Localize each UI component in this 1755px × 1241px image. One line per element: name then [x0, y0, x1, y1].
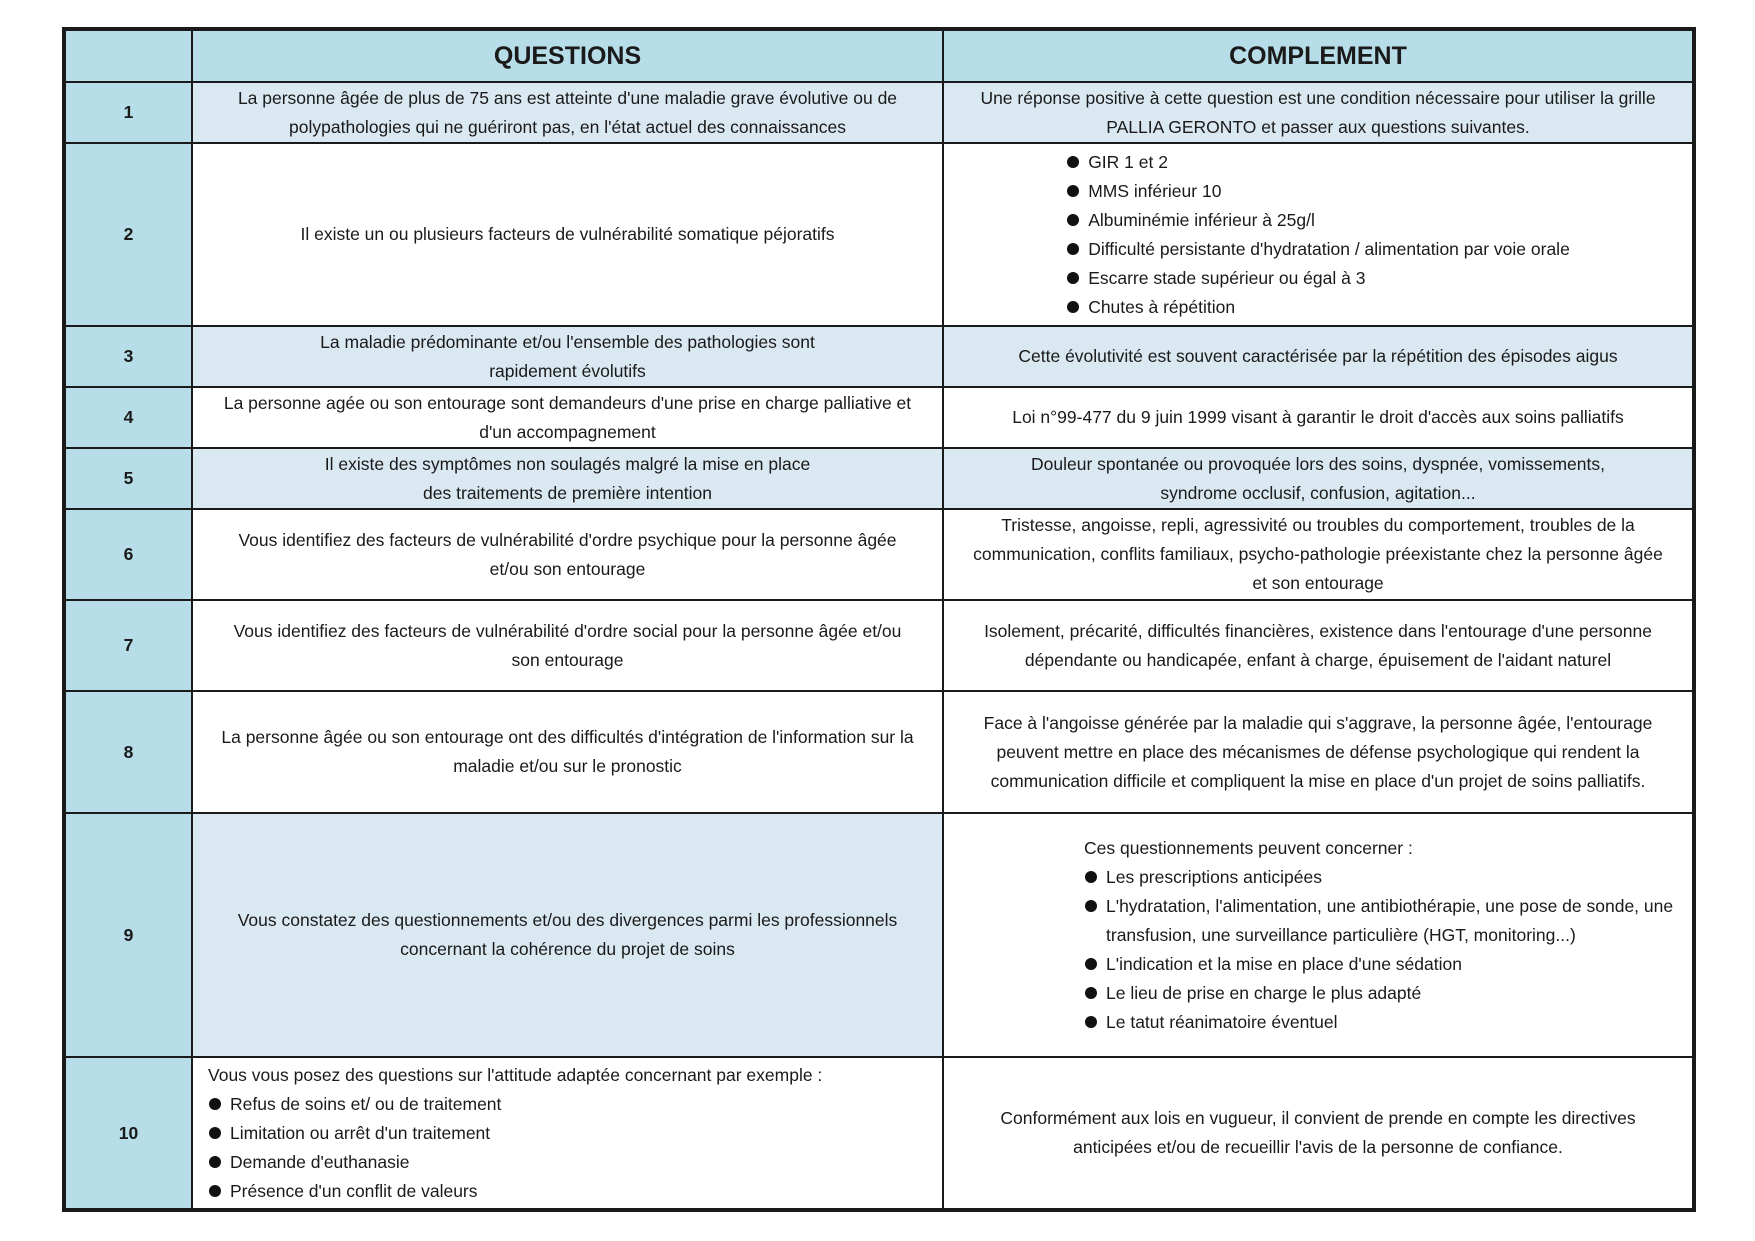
question-cell [192, 326, 943, 387]
pallia-geronto-table [62, 27, 1696, 1212]
complement-line: PALLIA GERONTO et passer aux questions suivantes. [1106, 116, 1530, 137]
complement-line: Conformément aux lois en vugueur, il convient de prende en compte les directives [1000, 1108, 1636, 1128]
question-line: des traitements de première intention [423, 482, 712, 503]
row-number: 10 [64, 1057, 192, 1210]
question-line: La personne agée ou son entourage sont demandeurs d'une prise en charge palliative et [223, 392, 912, 413]
question-cell [192, 387, 943, 448]
question-cell [192, 448, 943, 509]
header-empty [64, 29, 192, 82]
question-line: d'un accompagnement [479, 421, 656, 442]
question-line: son entourage [511, 649, 624, 670]
question-cell [192, 691, 943, 813]
question-intro: Vous vous posez des questions sur l'attitude adaptée concernant par exemple : [208, 1064, 823, 1085]
question-line: Vous identifiez des facteurs de vulnérabilité d'ordre social pour la personne âgée et/ou [233, 620, 902, 641]
question-line: et/ou son entourage [489, 558, 646, 579]
complement-cell [943, 448, 1694, 509]
bullet-item: Les prescriptions anticipées [1084, 863, 1684, 892]
complement-line: Tristesse, angoisse, repli, agressivité ou troubles du comportement, troubles de la [1001, 515, 1635, 535]
table-row [64, 387, 1694, 448]
bullet-item: Escarre stade supérieur ou égal à 3 [1066, 264, 1570, 293]
complement-cell [943, 691, 1694, 813]
complement-cell [943, 387, 1694, 448]
complement-line: Loi n°99-477 du 9 juin 1999 visant à garantir le droit d'accès aux soins palliatifs [1012, 407, 1624, 427]
table-row [64, 600, 1694, 691]
bullet-item: MMS inférieur 10 [1066, 177, 1570, 206]
table-row [64, 143, 1694, 326]
question-cell [192, 813, 943, 1057]
complement-cell [943, 509, 1694, 600]
bullet-item: Difficulté persistante d'hydratation / alimentation par voie orale [1066, 235, 1570, 264]
header-complement: COMPLEMENT [943, 29, 1694, 82]
bullet-item: Refus de soins et/ ou de traitement [208, 1090, 501, 1119]
bullet-item: Présence d'un conflit de valeurs [208, 1177, 501, 1206]
question-line: La maladie prédominante et/ou l'ensemble des pathologies sont [320, 331, 815, 352]
table-row [64, 326, 1694, 387]
bullet-item: L'hydratation, l'alimentation, une antibiothérapie, une pose de sonde, une transfusion, une surveillance particulière (HGT, monitoring...) [1084, 892, 1684, 950]
question-line: concernant la cohérence du projet de soins [400, 939, 735, 959]
row-number: 6 [64, 509, 192, 600]
table-row [64, 691, 1694, 813]
complement-line: et son entourage [1252, 573, 1384, 593]
question-cell [192, 509, 943, 600]
row-number: 2 [64, 143, 192, 326]
question-cell [192, 600, 943, 691]
question-line: Vous identifiez des facteurs de vulnérabilité d'ordre psychique pour la personne âgée [238, 529, 897, 550]
row-number: 9 [64, 813, 192, 1057]
complement-bullet-list [1084, 863, 1684, 1037]
complement-cell [943, 82, 1694, 143]
question-line: polypathologies qui ne guériront pas, en l'état actuel des connaissances [289, 116, 846, 137]
complement-line: Une réponse positive à cette question est une condition nécessaire pour utiliser la grille [980, 87, 1656, 108]
bullet-item: GIR 1 et 2 [1066, 148, 1570, 177]
complement-line: Douleur spontanée ou provoquée lors des soins, dyspnée, vomissements, [1031, 453, 1605, 474]
complement-line: Face à l'angoisse générée par la maladie qui s'aggrave, la personne âgée, l'entourage [983, 712, 1653, 733]
complement-line: dépendante ou handicapée, enfant à charge, épuisement de l'aidant naturel [1024, 649, 1612, 670]
bullet-item: Chutes à répétition [1066, 293, 1570, 322]
complement-intro: Ces questionnements peuvent concerner : [1084, 837, 1413, 858]
complement-line: communication difficile et compliquent la mise en place d'un projet de soins palliatifs. [990, 770, 1646, 791]
row-number: 3 [64, 326, 192, 387]
complement-bullet-list [1066, 148, 1570, 322]
bullet-item: Demande d'euthanasie [208, 1148, 501, 1177]
header-questions: QUESTIONS [192, 29, 943, 82]
row-number: 1 [64, 82, 192, 143]
row-number: 8 [64, 691, 192, 813]
row-number: 7 [64, 600, 192, 691]
complement-line: anticipées et/ou de recueillir l'avis de la personne de confiance. [1073, 1137, 1563, 1157]
complement-line: syndrome occlusif, confusion, agitation... [1160, 482, 1476, 503]
question-line: Vous constatez des questionnements et/ou des divergences parmi les professionnels [237, 910, 898, 930]
question-line: La personne âgée ou son entourage ont des difficultés d'intégration de l'information sur la [221, 727, 914, 747]
complement-line: Isolement, précarité, difficultés financières, existence dans l'entourage d'une personne [984, 620, 1652, 641]
bullet-item: Le tatut réanimatoire éventuel [1084, 1008, 1684, 1037]
table-row [64, 813, 1694, 1057]
question-line: Il existe des symptômes non soulagés malgré la mise en place [324, 453, 811, 474]
question-line: Il existe un ou plusieurs facteurs de vulnérabilité somatique péjoratifs [300, 224, 835, 244]
table-row [64, 82, 1694, 143]
bullet-item: Limitation ou arrêt d'un traitement [208, 1119, 501, 1148]
question-line: rapidement évolutifs [489, 360, 646, 381]
complement-cell [943, 1057, 1694, 1210]
complement-line: peuvent mettre en place des mécanismes de défense psychologique qui rendent la [996, 741, 1640, 762]
question-line: maladie et/ou sur le pronostic [453, 756, 682, 776]
bullet-item: Le lieu de prise en charge le plus adapté [1084, 979, 1684, 1008]
question-cell [192, 143, 943, 326]
header-row [64, 29, 1694, 82]
question-line: La personne âgée de plus de 75 ans est atteinte d'une maladie grave évolutive ou de [237, 87, 898, 108]
row-number: 4 [64, 387, 192, 448]
complement-cell [943, 813, 1694, 1057]
table-row [64, 448, 1694, 509]
complement-cell [943, 326, 1694, 387]
question-cell [192, 82, 943, 143]
bullet-item: Albuminémie inférieur à 25g/l [1066, 206, 1570, 235]
table-row [64, 509, 1694, 600]
complement-line: communication, conflits familiaux, psycho-pathologie préexistante chez la personne âgée [973, 544, 1663, 564]
row-number: 5 [64, 448, 192, 509]
question-bullet-list [208, 1090, 501, 1206]
complement-line: Cette évolutivité est souvent caractérisée par la répétition des épisodes aigus [1018, 346, 1618, 366]
question-cell [192, 1057, 943, 1210]
complement-cell [943, 600, 1694, 691]
bullet-item: L'indication et la mise en place d'une sédation [1084, 950, 1684, 979]
complement-cell [943, 143, 1694, 326]
table-row [64, 1057, 1694, 1210]
